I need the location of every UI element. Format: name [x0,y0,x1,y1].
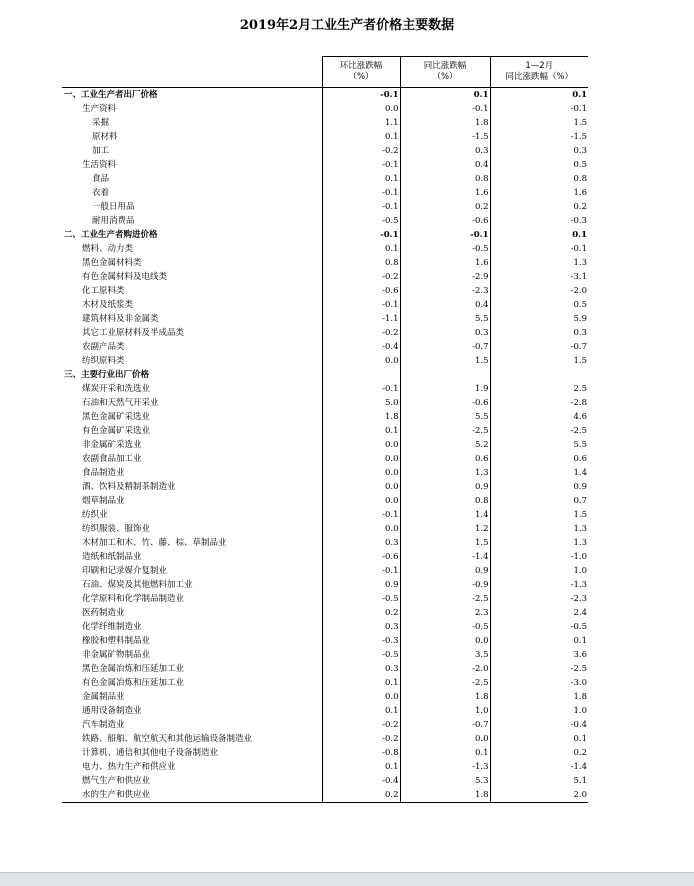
row-mom-value: 0.1 [322,760,400,774]
row-ytd-value: -1.0 [490,550,588,564]
row-label: 耐用消费品 [92,216,135,226]
row-yoy-value: 0.4 [400,158,490,172]
row-yoy-value: -0.6 [400,214,490,228]
table-row [62,620,588,634]
row-yoy-value: 1.0 [400,704,490,718]
row-yoy-value: 0.9 [400,480,490,494]
row-label: 化学纤维制造业 [82,622,142,632]
row-ytd-value: -3.0 [490,676,588,690]
row-label: 采掘 [92,118,110,128]
table-row [62,438,588,452]
row-label: 石油和天然气开采业 [82,398,159,408]
header-corner [62,57,322,88]
row-ytd-value: 1.0 [490,704,588,718]
row-mom-value: 0.1 [322,130,400,144]
row-yoy-value: 0.9 [400,564,490,578]
row-yoy-value: 0.1 [400,746,490,760]
row-mom-value: -0.1 [322,158,400,172]
row-mom-value: 0.3 [322,620,400,634]
row-ytd-value: 0.1 [490,228,588,242]
row-mom-value: -0.4 [322,774,400,788]
row-yoy-value: 1.6 [400,256,490,270]
row-mom-value: -0.4 [322,340,400,354]
row-yoy-value: 0.8 [400,172,490,186]
table-row [62,228,588,242]
table-row [62,340,588,354]
row-yoy-value: 0.8 [400,494,490,508]
row-yoy-value: 3.5 [400,648,490,662]
row-label: 建筑材料及非金属类 [82,314,159,324]
row-ytd-value: 0.5 [490,158,588,172]
row-label: 水的生产和供应业 [62,788,322,803]
row-label: 有色金属材料及电线类 [82,272,168,282]
header-mom [322,57,400,88]
row-label: 黑色金属矿采选业 [82,412,151,422]
row-label: 黑色金属冶炼和压延加工业 [82,664,185,674]
row-yoy-value: -2.5 [400,424,490,438]
row-mom-value: 0.9 [322,578,400,592]
row-mom-value: 0.1 [322,242,400,256]
row-yoy-value: 0.1 [400,88,490,103]
table-row [62,662,588,676]
table-row [62,326,588,340]
table-row [62,312,588,326]
table-row [62,102,588,116]
row-mom-value: -0.1 [322,382,400,396]
row-yoy-value: -1.4 [400,550,490,564]
row-label: 金属制品业 [82,692,125,702]
table-row [62,690,588,704]
row-ytd-value: 3.6 [490,648,588,662]
row-mom-value: 0.1 [322,424,400,438]
row-ytd-value: 0.1 [490,634,588,648]
row-label: 电力、热力生产和供应业 [82,762,176,772]
row-label: 加工 [92,146,110,156]
row-mom-value: -0.1 [322,564,400,578]
row-ytd-value: -2.0 [490,284,588,298]
table-row [62,704,588,718]
table-row [62,494,588,508]
row-label: 通用设备制造业 [82,706,142,716]
row-ytd-value: 0.2 [490,200,588,214]
row-label: 有色金属冶炼和压延加工业 [82,678,185,688]
row-ytd-value: 1.3 [490,256,588,270]
table-row [62,410,588,424]
table-row [62,732,588,746]
table-row [62,256,588,270]
row-ytd-value: 1.0 [490,564,588,578]
row-label: 一、工业生产者出厂价格 [64,90,158,100]
row-yoy-value: 0.3 [400,326,490,340]
row-ytd-value: 1.5 [490,508,588,522]
table-row [62,466,588,480]
table-row [62,592,588,606]
header-mom-line2: （%） [348,72,374,82]
row-mom-value: -0.6 [322,550,400,564]
row-ytd-value: 0.6 [490,452,588,466]
row-mom-value: -0.1 [322,298,400,312]
row-label: 食品 [92,174,110,184]
row-label: 汽车制造业 [82,720,125,730]
row-mom-value: -0.2 [322,732,400,746]
row-mom-value: -0.6 [322,284,400,298]
table-row [62,634,588,648]
row-ytd-value: -2.8 [490,396,588,410]
row-ytd-value: 0.9 [490,480,588,494]
header-yoy-line2: （%） [432,72,458,82]
header-mom-line1: 环比涨跌幅 [339,61,383,71]
row-ytd-value: 5.1 [490,774,588,788]
table-row [62,536,588,550]
row-yoy-value: 1.8 [400,116,490,130]
row-label: 生活资料 [82,160,117,170]
row-yoy-value: 1.8 [400,788,490,803]
table-row [62,284,588,298]
table-row [62,648,588,662]
row-label: 化工原料类 [82,286,125,296]
row-label: 铁路、船舶、航空航天和其他运输设备制造业 [82,734,253,744]
row-yoy-value: 2.3 [400,606,490,620]
row-mom-value: -0.2 [322,270,400,284]
row-label: 石油、煤炭及其他燃料加工业 [82,580,193,590]
row-yoy-value: 5.5 [400,410,490,424]
row-yoy-value: 0.2 [400,200,490,214]
row-yoy-value: 5.5 [400,312,490,326]
row-mom-value: 0.0 [322,522,400,536]
table-row [62,368,588,382]
table-row [62,88,588,103]
table-row [62,788,588,803]
row-ytd-value: 2.0 [490,788,588,803]
row-ytd-value: -0.3 [490,214,588,228]
row-mom-value: -0.1 [322,88,400,103]
row-yoy-value: 1.8 [400,690,490,704]
row-mom-value [322,368,400,382]
row-yoy-value: 1.6 [400,186,490,200]
row-mom-value: 0.0 [322,690,400,704]
row-label: 纺织原料类 [82,356,125,366]
row-mom-value: 0.0 [322,452,400,466]
row-mom-value: -0.1 [322,228,400,242]
row-yoy-value: -0.9 [400,578,490,592]
table-row [62,382,588,396]
row-ytd-value: -1.3 [490,578,588,592]
row-mom-value: 0.0 [322,354,400,368]
row-mom-value: 0.2 [322,788,400,803]
row-ytd-value: 2.5 [490,382,588,396]
row-mom-value: 0.0 [322,494,400,508]
row-mom-value: -0.1 [322,186,400,200]
row-mom-value: 0.1 [322,704,400,718]
row-mom-value: -0.2 [322,718,400,732]
row-yoy-value: -0.7 [400,718,490,732]
row-ytd-value: -1.5 [490,130,588,144]
row-label: 烟草制品业 [82,496,125,506]
row-label: 造纸和纸制品业 [82,552,142,562]
row-ytd-value: 1.5 [490,354,588,368]
row-label: 农副产品类 [82,342,125,352]
row-yoy-value: -0.7 [400,340,490,354]
row-yoy-value: 5.3 [400,774,490,788]
row-mom-value: 5.0 [322,396,400,410]
row-label: 煤炭开采和洗选业 [82,384,151,394]
table-row [62,172,588,186]
table-row [62,774,588,788]
row-mom-value: -1.1 [322,312,400,326]
row-ytd-value [490,368,588,382]
row-yoy-value: -2.0 [400,662,490,676]
bottom-scroll-bar [0,872,694,886]
row-label: 木材加工和木、竹、藤、棕、草制品业 [82,538,227,548]
table-row [62,424,588,438]
row-ytd-value: 1.6 [490,186,588,200]
table-row [62,564,588,578]
row-yoy-value: 0.3 [400,144,490,158]
table-row [62,200,588,214]
row-ytd-value: 4.6 [490,410,588,424]
table-row [62,522,588,536]
header-yoy [400,57,490,88]
row-ytd-value: 1.3 [490,536,588,550]
row-yoy-value: -0.5 [400,242,490,256]
row-label: 纺织服装、服饰业 [82,524,151,534]
header-ytd [490,57,588,88]
row-ytd-value: -0.5 [490,620,588,634]
row-label: 有色金属矿采选业 [82,426,151,436]
row-ytd-value: 5.5 [490,438,588,452]
header-row [62,57,588,88]
row-mom-value: 0.1 [322,172,400,186]
row-label: 计算机、通信和其他电子设备制造业 [82,748,219,758]
row-ytd-value: 5.9 [490,312,588,326]
table-row [62,144,588,158]
row-label: 一般日用品 [92,202,135,212]
row-mom-value: 0.1 [322,676,400,690]
row-yoy-value: 5.2 [400,438,490,452]
row-label: 黑色金属材料类 [82,258,142,268]
row-ytd-value: 0.3 [490,144,588,158]
table-row [62,508,588,522]
row-label: 三、主要行业出厂价格 [64,370,150,380]
row-yoy-value: -2.5 [400,592,490,606]
table-row [62,298,588,312]
header-ytd-line1: 1—2月 [525,61,554,71]
row-ytd-value: 1.4 [490,466,588,480]
table-row [62,718,588,732]
row-label: 原材料 [92,132,118,142]
table-row [62,606,588,620]
row-label: 生产资料 [82,104,117,114]
row-yoy-value: 1.3 [400,466,490,480]
row-ytd-value: 0.1 [490,732,588,746]
row-ytd-value: -2.5 [490,424,588,438]
row-mom-value: -0.1 [322,200,400,214]
row-mom-value: -0.8 [322,746,400,760]
table-row [62,214,588,228]
table-row [62,396,588,410]
row-ytd-value: 0.3 [490,326,588,340]
row-yoy-value: -1.3 [400,760,490,774]
row-label: 燃料、动力类 [82,244,134,254]
row-ytd-value: -1.4 [490,760,588,774]
row-ytd-value: 1.8 [490,690,588,704]
row-ytd-value: -2.3 [490,592,588,606]
header-ytd-line2: 同比涨跌幅（%） [505,72,574,82]
table-row [62,676,588,690]
row-mom-value: 0.2 [322,606,400,620]
row-mom-value: -0.5 [322,648,400,662]
table-row [62,578,588,592]
row-yoy-value: -2.5 [400,676,490,690]
row-ytd-value: 2.4 [490,606,588,620]
row-mom-value: -0.5 [322,592,400,606]
row-label: 农副食品加工业 [82,454,142,464]
table-row [62,354,588,368]
row-label: 酒、饮料及精制茶制造业 [82,482,176,492]
row-yoy-value: 0.4 [400,298,490,312]
row-mom-value: 0.0 [322,102,400,116]
table-row [62,270,588,284]
table-row [62,158,588,172]
row-label: 印刷和记录媒介复制业 [82,566,168,576]
row-mom-value: 0.0 [322,480,400,494]
row-yoy-value [400,368,490,382]
header-yoy-line1: 同比涨跌幅 [423,61,467,71]
row-yoy-value: -0.5 [400,620,490,634]
row-ytd-value: -3.1 [490,270,588,284]
row-yoy-value: -0.1 [400,228,490,242]
table-row [62,116,588,130]
row-ytd-value: 0.7 [490,494,588,508]
row-label: 化学原料和化学制品制造业 [82,594,185,604]
row-mom-value: -0.2 [322,144,400,158]
row-label: 木材及纸浆类 [82,300,134,310]
row-ytd-value: 0.1 [490,88,588,103]
table-row [62,760,588,774]
row-mom-value: -0.2 [322,326,400,340]
price-data-table [62,56,588,803]
row-ytd-value: 0.8 [490,172,588,186]
row-yoy-value: 1.5 [400,354,490,368]
row-mom-value: 0.0 [322,438,400,452]
row-label: 衣着 [92,188,110,198]
row-ytd-value: -0.1 [490,242,588,256]
table-row [62,452,588,466]
row-ytd-value: -0.4 [490,718,588,732]
table-row [62,130,588,144]
row-ytd-value: -2.5 [490,662,588,676]
row-mom-value: 0.0 [322,466,400,480]
row-yoy-value: -0.1 [400,102,490,116]
row-mom-value: 1.1 [322,116,400,130]
row-ytd-value: 1.5 [490,116,588,130]
table-row [62,480,588,494]
row-yoy-value: 0.0 [400,634,490,648]
row-mom-value: 1.8 [322,410,400,424]
row-yoy-value: 1.2 [400,522,490,536]
row-mom-value: -0.5 [322,214,400,228]
row-label: 非金属矿采选业 [82,440,142,450]
row-label: 医药制造业 [82,608,125,618]
table-row [62,186,588,200]
row-label: 纺织业 [82,510,108,520]
row-ytd-value: 0.2 [490,746,588,760]
row-yoy-value: 1.9 [400,382,490,396]
row-ytd-value: 1.3 [490,522,588,536]
row-label: 非金属矿物制品业 [82,650,151,660]
row-yoy-value: -0.6 [400,396,490,410]
row-yoy-value: 0.0 [400,732,490,746]
row-ytd-value: -0.1 [490,102,588,116]
row-label: 橡胶和塑料制品业 [82,636,151,646]
row-yoy-value: 1.4 [400,508,490,522]
row-yoy-value: -2.3 [400,284,490,298]
row-mom-value: 0.3 [322,662,400,676]
table-row [62,242,588,256]
row-mom-value: -0.3 [322,634,400,648]
row-mom-value: 0.3 [322,536,400,550]
table-row [62,550,588,564]
row-label: 其它工业原材料及半成品类 [82,328,185,338]
row-yoy-value: -2.9 [400,270,490,284]
row-ytd-value: 0.5 [490,298,588,312]
table-row [62,746,588,760]
page-title: 2019年2月工业生产者价格主要数据 [239,18,455,33]
row-label: 二、工业生产者购进价格 [64,230,158,240]
row-yoy-value: -1.5 [400,130,490,144]
row-yoy-value: 0.6 [400,452,490,466]
row-label: 食品制造业 [82,468,125,478]
row-yoy-value: 1.5 [400,536,490,550]
row-ytd-value: -0.7 [490,340,588,354]
row-mom-value: -0.1 [322,508,400,522]
row-mom-value: 0.8 [322,256,400,270]
row-label: 燃气生产和供应业 [82,776,151,786]
